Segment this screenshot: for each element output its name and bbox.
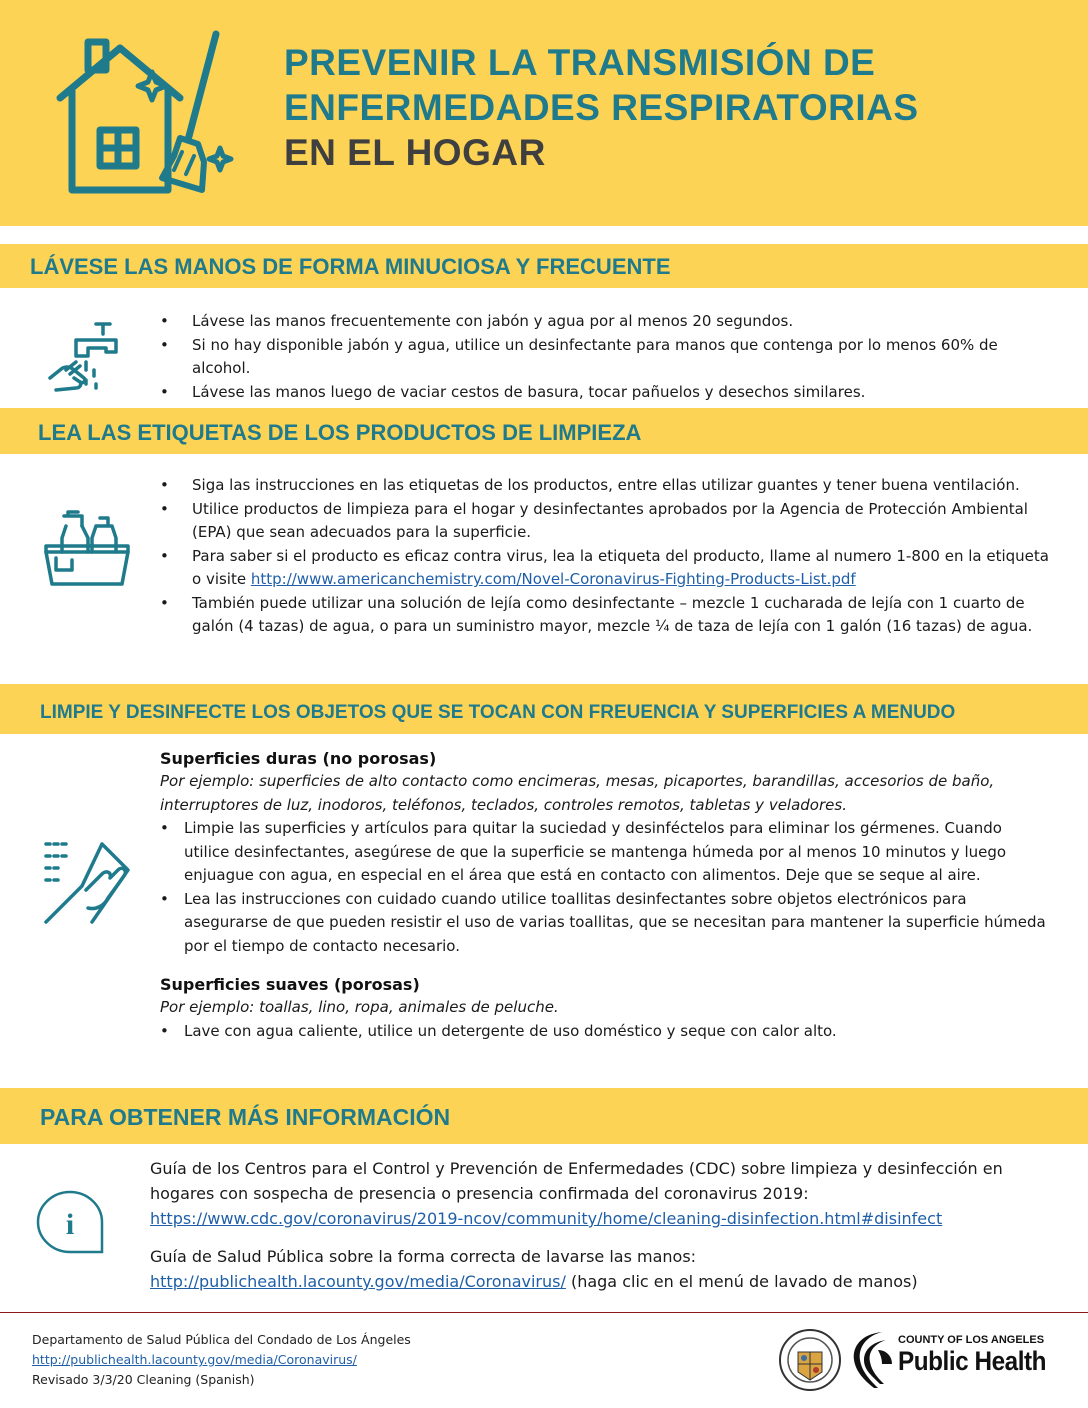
- logo-county-text: COUNTY OF LOS ANGELES: [898, 1334, 1045, 1346]
- logo-public-health-text: Public Health: [898, 1346, 1047, 1376]
- list-item: • Si no hay disponible jabón y agua, utilice un desinfectante para manos que contenga por lo menos 60% de alcohol.: [160, 334, 1040, 381]
- list-item: • Siga las instrucciones en las etiquetas de los productos, entre ellas utilizar guantes y tener buena ventilación.: [160, 474, 1060, 498]
- section3-band: [0, 684, 1088, 734]
- list-item: • Lea las instrucciones con cuidado cuando utilice toallitas desinfectantes sobre objetos electrónicos para asegurarse de que pueden resistir el uso de varias toallitas, que se necesitan para mantener la superficie húmeda por el tiempo de contacto necesario.: [160, 888, 1050, 959]
- handwash-guidance-text: Guía de Salud Pública sobre la forma correcta de lavarse las manos:: [150, 1247, 697, 1266]
- publichealth-link[interactable]: http://publichealth.lacounty.gov/media/Coronavirus/: [150, 1272, 566, 1291]
- list-item: • También puede utilizar una solución de lejía como desinfectante – mezcle 1 cucharada de lejía con 1 cuarto de galón (4 tazas) de agua, o para un suministro mayor, mezcle ¼ de taza de lejía con 1 galón (16 tazas) de agua.: [160, 592, 1060, 639]
- list-item: • Lávese las manos frecuentemente con jabón y agua por al menos 20 segundos.: [160, 310, 1040, 334]
- footer-url-link[interactable]: http://publichealth.lacounty.gov/media/Coronavirus/: [32, 1352, 357, 1367]
- house-cleaning-icon: [50, 30, 250, 200]
- soft-surfaces-example: Por ejemplo: toallas, lino, ropa, animales de peluche.: [160, 998, 559, 1016]
- public-health-logo: [852, 1328, 1052, 1392]
- public-health-logo-mark-icon: [852, 1330, 894, 1390]
- title-line-1: PREVENIR LA TRANSMISIÓN DE: [284, 42, 876, 83]
- section1-heading: LÁVESE LAS MANOS DE FORMA MINUCIOSA Y FRECUENTE: [30, 254, 671, 279]
- list-item: [160, 545, 1060, 592]
- info-glyph: i: [65, 1208, 75, 1241]
- american-chemistry-link[interactable]: http://www.americanchemistry.com/Novel-Coronavirus-Fighting-Products-List.pdf: [250, 570, 856, 588]
- list-item-text: Para saber si el producto es eficaz contra virus, lea la etiqueta del producto, llame al numero 1-800 en la etiqueta o visite: [192, 546, 1049, 588]
- list-item: • Lávese las manos luego de vaciar cestos de basura, tocar pañuelos y desechos similares.: [160, 381, 1040, 405]
- soft-surfaces-title: Superficies suaves (porosas): [160, 975, 420, 994]
- cdc-guidance-text: Guía de los Centros para el Control y Prevención de Enfermedades (CDC) sobre limpieza y desinfección en hogares con sospecha de presencia o presencia confirmada del coronavirus 2019:: [150, 1159, 1003, 1203]
- section4-band: [0, 1088, 1088, 1144]
- list-item: • Lave con agua caliente, utilice un detergente de uso doméstico y seque con calor alto.: [160, 1020, 1050, 1044]
- title-line-3: EN EL HOGAR: [284, 132, 546, 173]
- section2-band: [0, 408, 1088, 454]
- section4-heading: PARA OBTENER MÁS INFORMACIÓN: [40, 1104, 451, 1130]
- cdc-guidance: [150, 1156, 1050, 1231]
- cleaning-supplies-icon: [42, 508, 132, 588]
- cdc-link[interactable]: https://www.cdc.gov/coronavirus/2019-ncov/community/home/cleaning-disinfection.html#disinfect: [150, 1209, 943, 1228]
- info-icon: [34, 1188, 106, 1256]
- hard-surfaces-example: Por ejemplo: superficies de alto contacto como encimeras, mesas, picaportes, barandillas, accesorios de baño, interruptores de luz, inodoros, teléfonos, teclados, controles remotos, tabletas y veladores.: [160, 772, 995, 814]
- county-seal-icon: [778, 1328, 842, 1392]
- handwash-guidance-suffix: (haga clic en el menú de lavado de manos): [565, 1272, 918, 1291]
- section3-content: [160, 748, 1050, 1043]
- hard-surfaces-list: [160, 817, 1050, 958]
- handwash-guidance: [150, 1244, 1050, 1294]
- footer-dept: Departamento de Salud Pública del Condado de Los Ángeles: [32, 1332, 411, 1347]
- page-title: [284, 40, 919, 175]
- soft-surfaces-list: [160, 1020, 1050, 1044]
- title-line-2: ENFERMEDADES RESPIRATORIAS: [284, 87, 919, 128]
- hard-surfaces-title: Superficies duras (no porosas): [160, 749, 437, 768]
- list-item: • Limpie las superficies y artículos para quitar la suciedad y desinféctelos para eliminar los gérmenes. Cuando utilice desinfectantes, asegúrese de que la superficie se mantenga húmeda por al menos 10 minutos y luego enjuague con agua, en especial en el área que está en contacto con alimentos. Deje que se seque al aire.: [160, 817, 1050, 888]
- section1-band: [0, 244, 1088, 288]
- section3-heading: LIMPIE Y DESINFECTE LOS OBJETOS QUE SE TOCAN CON FREUENCIA Y SUPERFICIES A MENUDO: [40, 702, 956, 723]
- section2-list: [160, 474, 1060, 639]
- section1-list: [160, 310, 1040, 404]
- list-item: • Utilice productos de limpieza para el hogar y desinfectantes aprobados por la Agencia de Protección Ambiental (EPA) que sean adecuados para la superficie.: [160, 498, 1060, 545]
- wiping-surface-icon: [42, 836, 132, 926]
- handwashing-icon: [46, 318, 132, 398]
- footer-divider: [0, 1312, 1088, 1313]
- footer-revised: Revisado 3/3/20 Cleaning (Spanish): [32, 1372, 255, 1387]
- header-banner: [0, 0, 1088, 226]
- footer-info: [32, 1330, 411, 1390]
- section2-heading: LEA LAS ETIQUETAS DE LOS PRODUCTOS DE LIMPIEZA: [38, 420, 642, 445]
